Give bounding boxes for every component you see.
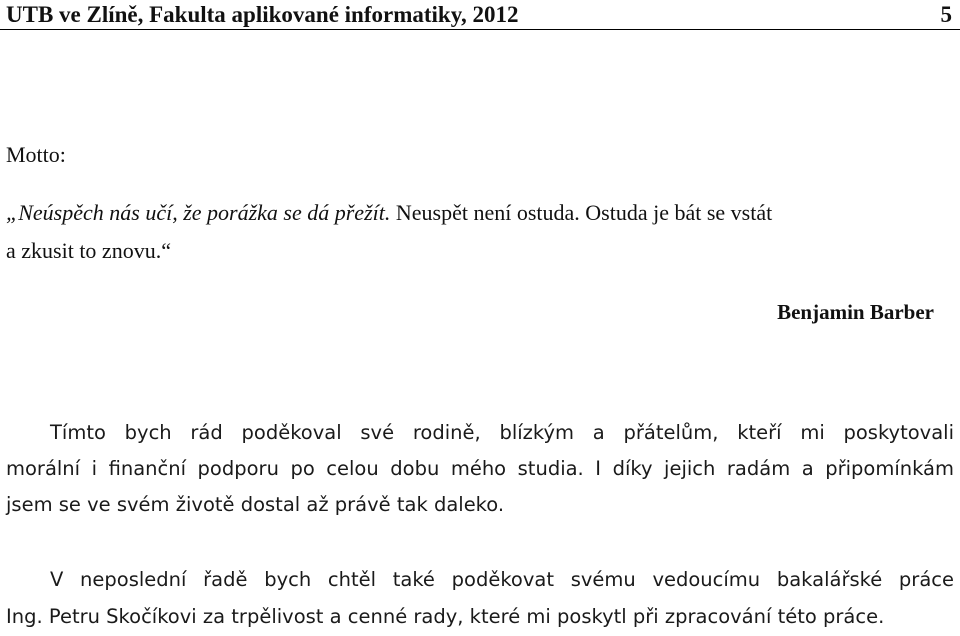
acknowledgement-paragraph-2 (6, 561, 954, 635)
header-title: UTB ve Zlíně, Fakulta aplikované informatiky, 2012 (6, 2, 519, 27)
quote-line-1-rest: Neuspět není ostuda. Ostuda je bát se vstát (390, 200, 773, 225)
paragraph-1-line-1: Tímto bych rád poděkoval své rodině, blízkým a přátelům, kteří mi poskytovali (50, 421, 954, 444)
paragraph-1-line-2: morální i finanční podporu po celou dobu mého studia. I díky jejich radám a připomínkám (6, 457, 954, 480)
motto-quote (6, 194, 956, 270)
quote-author: Benjamin Barber (777, 300, 934, 324)
quote-line-2: a zkusit to znovu.“ (6, 238, 171, 263)
quote-line-1 (6, 194, 956, 232)
running-header (6, 2, 954, 28)
header-rule (0, 29, 960, 30)
page-number: 5 (940, 2, 952, 27)
paragraph-2-line-2: Ing. Petru Skočíkovi za trpělivost a cenné rady, které mi poskytl při zpracování této práce. (6, 605, 885, 628)
paragraph-2-line-1: V neposlední řadě bych chtěl také poděkovat svému vedoucímu bakalářské práce (50, 568, 954, 591)
paragraph-1-line-3: jsem se ve svém životě dostal až právě tak daleko. (6, 493, 505, 516)
motto-label: Motto: (6, 142, 66, 167)
acknowledgement-paragraph-1 (6, 415, 954, 523)
quote-line-1-italic: „Neúspěch nás učí, že porážka se dá přežít. (6, 200, 391, 225)
